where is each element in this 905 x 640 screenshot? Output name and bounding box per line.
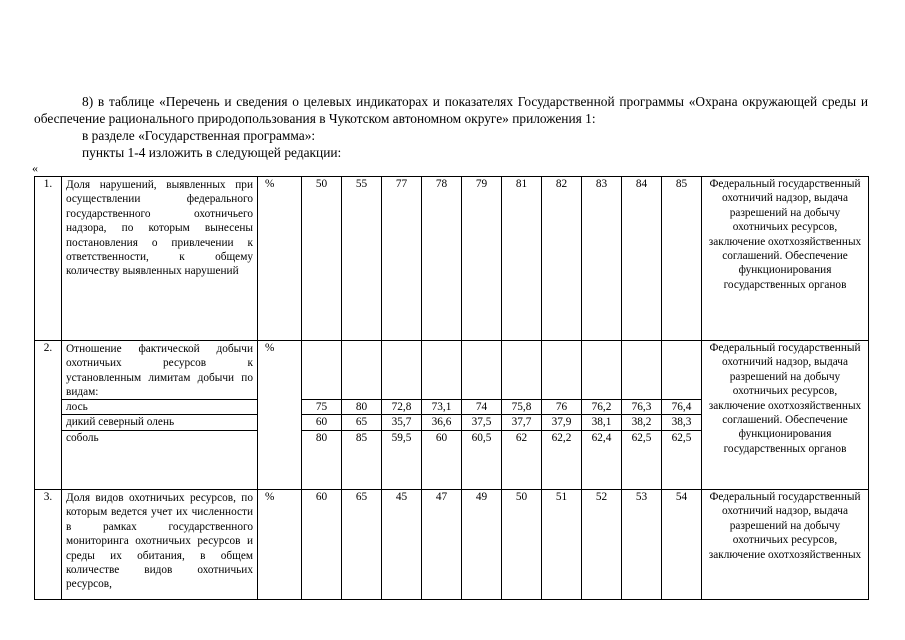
value-cell: 76,4 [662, 399, 701, 414]
value-cell: 74 [462, 399, 501, 414]
value-cell: 38,2 [622, 414, 661, 429]
sub-indicator-name: дикий северный олень [62, 414, 257, 429]
value-cell: 79 [462, 177, 502, 341]
value-cell: 60,5 [462, 430, 501, 445]
value-cell: 65 [342, 414, 381, 429]
department-cell: Федеральный государственный охотничий надзор, выдача разрешений на добычу охотничьих ресурсов, заключение охотхозяйственных соглашений. Обеспечение функционирования государственных органов [702, 177, 869, 341]
value-cell: 85 [662, 177, 702, 341]
value-cell: 62 [502, 430, 541, 445]
department-cell: Федеральный государственный охотничий надзор, выдача разрешений на добычу охотничьих ресурсов, заключение охотхозяйственных соглашений. Обеспечение функционирования государственных органов [702, 341, 869, 490]
indicator-name: Доля видов охотничьих ресурсов, по которым ведется учет их численности в рамках государственного мониторинга охотничьих ресурсов и среды их обитания, в общем количестве видов охотничьих ресурсов, [62, 490, 258, 600]
value-cell: 62,2 [542, 430, 581, 445]
table-row [35, 177, 869, 341]
unit-cell: % [258, 490, 302, 600]
department-cell: Федеральный государственный охотничий надзор, выдача разрешений на добычу охотничьих ресурсов, заключение охотхозяйственных [702, 490, 869, 600]
indicator-name: Доля нарушений, выявленных при осуществлении федерального государственного охотничьего надзора, по которым вынесены постановления о привлечении к ответственности, к общему количеству выявленных нарушений [62, 177, 258, 341]
value-cell: 73,1 [422, 399, 461, 414]
value-cell: 83 [582, 177, 622, 341]
value-cell: 62,5 [622, 430, 661, 445]
unit-cell: % [258, 341, 302, 490]
value-cell: 60 [302, 414, 341, 429]
sub-indicator-name: лось [62, 399, 257, 414]
value-cell: 37,7 [502, 414, 541, 429]
value-cell: 62,5 [662, 430, 701, 445]
value-cell: 36,6 [422, 414, 461, 429]
value-cell: 45 [382, 490, 422, 600]
value-cell: 38,3 [662, 414, 701, 429]
value-cell: 38,1 [582, 414, 621, 429]
value-cell: 55 [342, 177, 382, 341]
value-cell: 82 [542, 177, 582, 341]
value-cell: 84 [622, 177, 662, 341]
value-cell: 78 [422, 177, 462, 341]
items-line: пункты 1-4 изложить в следующей редакции: [82, 145, 342, 160]
value-cell: 37,9 [542, 414, 581, 429]
value-cell: 51 [542, 490, 582, 600]
value-cell: 54 [662, 490, 702, 600]
value-cell: 76 [542, 399, 581, 414]
unit-cell: % [258, 177, 302, 341]
section-line: в разделе «Государственная программа»: [82, 128, 316, 143]
value-cell: 65 [342, 490, 382, 600]
row-index: 1. [35, 177, 62, 341]
value-cell: 50 [302, 177, 342, 341]
opening-quote: « [32, 161, 38, 175]
value-cell: 59,5 [382, 430, 421, 445]
value-cell: 52 [582, 490, 622, 600]
value-cell: 47 [422, 490, 462, 600]
row-index: 2. [35, 341, 62, 490]
value-cell: 60 [422, 430, 461, 445]
value-cell: 75,8 [502, 399, 541, 414]
intro-paragraph: 8) в таблице «Перечень и сведения о целевых индикаторах и показателях Государственной программы «Охрана окружающей среды и обеспечение рационального природопользования в Чукотском автономном округе» приложения 1: [34, 94, 868, 126]
indicators-table [34, 176, 869, 600]
value-cell: 85 [342, 430, 381, 445]
sub-indicator-name: соболь [62, 430, 257, 445]
value-cell: 49 [462, 490, 502, 600]
value-cell: 37,5 [462, 414, 501, 429]
row-index: 3. [35, 490, 62, 600]
value-cell: 80 [342, 399, 381, 414]
value-cell: 81 [502, 177, 542, 341]
value-cell: 80 [302, 430, 341, 445]
value-cell: 75 [302, 399, 341, 414]
value-cell: 72,8 [382, 399, 421, 414]
value-cell: 50 [502, 490, 542, 600]
value-cell: 53 [622, 490, 662, 600]
table-row [35, 341, 869, 490]
table-row [35, 490, 869, 600]
value-cell: 76,3 [622, 399, 661, 414]
value-cell: 77 [382, 177, 422, 341]
indicator-name: Отношение фактической добычи охотничьих ресурсов к установленным лимитам добычи по видам: [66, 343, 253, 399]
value-cell: 35,7 [382, 414, 421, 429]
value-cell: 62,4 [582, 430, 621, 445]
value-cell: 60 [302, 490, 342, 600]
value-cell: 76,2 [582, 399, 621, 414]
